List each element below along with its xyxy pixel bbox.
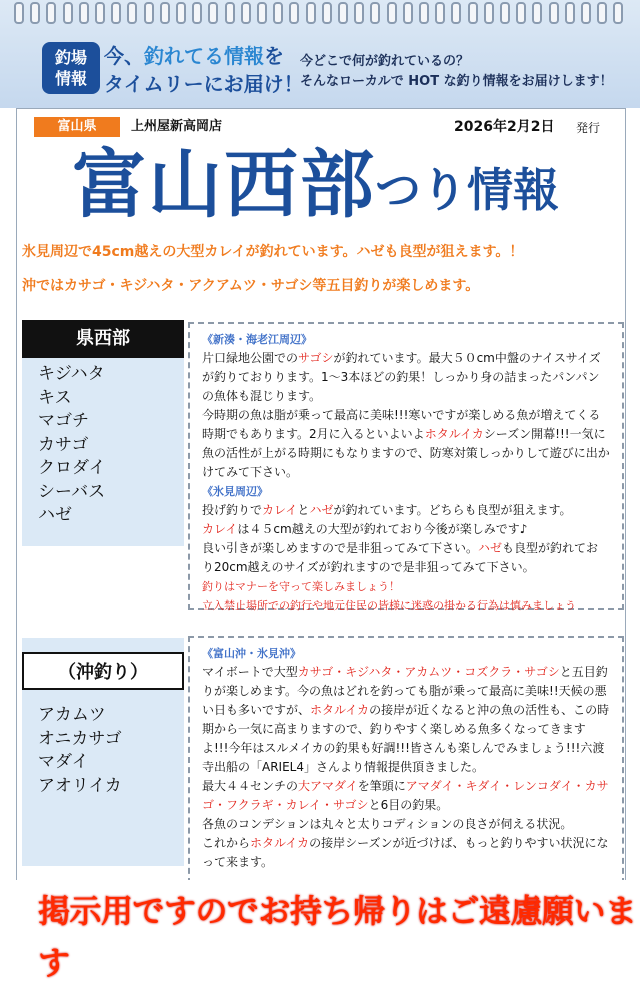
binder-ring [241, 2, 251, 24]
list-item: アオリイカ [38, 775, 122, 796]
binder-ring [565, 2, 575, 24]
text-run: 最大４４センチの [202, 779, 299, 793]
fish-highlight: カレイ [202, 522, 238, 536]
issue-date: 2026年2月2日 [454, 119, 555, 135]
binder-ring [338, 2, 348, 24]
fish-highlight: カレイ [262, 503, 298, 517]
fish-highlight: ホタルイカ [424, 427, 484, 441]
binder-ring [95, 2, 105, 24]
report-paragraph [202, 349, 610, 406]
issued-label: 発行 [576, 121, 601, 135]
binder-ring [111, 2, 121, 24]
binder-ring [257, 2, 267, 24]
headline-2: 沖ではカサゴ・キジハタ・アクアムツ・サゴシ等五目釣りが楽しめます。 [22, 278, 480, 294]
list-item: シーバス [38, 481, 106, 502]
binder-ring [581, 2, 591, 24]
binder-ring [435, 2, 445, 24]
binder-ring [289, 2, 299, 24]
binder-ring [451, 2, 461, 24]
binder-rings [14, 0, 634, 22]
text-run: の接岸が近くなると沖の魚の活性も、この時期から一気に高まりますので、釣りやすく楽しめる魚多くなってきますよ!!!今年はスルメイカの釣果も好調!!!皆さんも楽しんでみましょう!!!六渡寺出船の「ARIEL4」さんより情報提供頂きました。 [202, 703, 610, 774]
badge-line2: 情報 [54, 69, 87, 88]
binder-ring [225, 2, 235, 24]
binder-ring [208, 2, 218, 24]
binder-ring [176, 2, 186, 24]
tagline-suffix: を [264, 44, 284, 68]
area-heading: 《富山沖・氷見沖》 [202, 647, 301, 660]
tagline-line2: タイムリーにお届け！ [104, 72, 304, 96]
text-run: が釣れています。どちらも良型が狙えます。 [333, 503, 572, 517]
fish-highlight: サゴシ [298, 351, 334, 365]
report-paragraph: 各魚のコンデションは丸々と太りコディションの良さが伺える状況。 [202, 817, 573, 831]
report-paragraph [202, 501, 610, 520]
west-fish-list [38, 363, 106, 528]
fish-highlight: 大アマダイ [298, 779, 358, 793]
list-item: キス [38, 387, 72, 408]
binder-ring [549, 2, 559, 24]
text-run: シーズン開幕!!!一気に魚の活性が上がる時期にもなりますので、防寒対策しっかりして遊びに出かけてみて下さい。 [202, 427, 610, 479]
text-run: 投げ釣りで [202, 503, 263, 517]
text-run: を筆頭に [357, 779, 406, 793]
fish-highlight: アマダイ・キダイ・レンコダイ・カサゴ・フクラギ・カレイ・サゴシ [202, 779, 609, 812]
binder-ring [597, 2, 607, 24]
fish-highlight: ホタルイカ [250, 836, 310, 850]
list-item: クロダイ [38, 458, 106, 478]
binder-ring [160, 2, 170, 24]
binder-ring [306, 2, 316, 24]
tagline-line1 [104, 42, 304, 70]
text-run: の接岸シーズンが近づけば、もっと釣りやすい状況になって来ます。 [202, 836, 609, 869]
intro-line1: 今どこで何が釣れているの？ [300, 54, 470, 69]
tagline-prefix: 今、 [104, 44, 144, 68]
text-run: と五目釣りが楽しめます。今の魚はどれを釣っても脂が乗って最高に美味!!天候の悪い日も多いですが、 [202, 665, 608, 717]
binder-ring [144, 2, 154, 24]
area-heading: 《氷見周辺》 [202, 485, 268, 498]
report-paragraph [202, 520, 610, 539]
binder-ring [613, 2, 623, 24]
binder-ring [30, 2, 40, 24]
tagline-highlight: 釣れてる情報 [144, 44, 264, 68]
text-run: と [297, 503, 310, 517]
report-panel-west [188, 322, 624, 610]
text-run: これから [202, 836, 251, 850]
fish-highlight: ハゼ [478, 541, 503, 555]
fish-highlight: ハゼ [309, 503, 334, 517]
binder-ring [484, 2, 494, 24]
text-run: 今時期の魚は脂が乗って最高に美味!!!寒いですが楽しめる魚が増えてくる時期でもあります。2月に入るといよいよ [202, 408, 601, 441]
text-run: マイボートで大型 [202, 665, 298, 679]
page-subtitle: つり情報 [375, 163, 559, 217]
binder-ring [500, 2, 510, 24]
offshore-fish-list [38, 704, 122, 798]
binder-ring [468, 2, 478, 24]
offshore-section-heading: （沖釣り） [22, 652, 184, 690]
fish-highlight: ホタルイカ [310, 703, 370, 717]
report-paragraph [202, 663, 610, 777]
binder-ring [273, 2, 283, 24]
west-section-heading: 県西部 [22, 320, 184, 358]
binder-ring [370, 2, 380, 24]
binder-ring [63, 2, 73, 24]
binder-ring [403, 2, 413, 24]
intro-text [300, 52, 613, 92]
list-item: カサゴ [38, 434, 89, 455]
binder-ring [354, 2, 364, 24]
binder-ring [192, 2, 202, 24]
report-panel-offshore [188, 636, 624, 884]
text-run: が釣れています。最大５０cm中盤のナイスサイズが釣りておりります。1～3本ほどの釣果！しっかり身の詰まったパンパンの魚体も混じります。 [202, 351, 601, 403]
report-paragraph [202, 777, 610, 815]
badge-line1: 釣場 [54, 48, 87, 67]
list-item: ハゼ [38, 505, 72, 525]
text-run: も良型が釣れており20cm越えのサイズが釣れますので是非狙ってみて下さい。 [202, 541, 599, 574]
info-badge [42, 42, 100, 94]
area-heading: 《新湊・海老江周辺》 [202, 333, 312, 346]
text-run: 片口緑地公園での [202, 351, 299, 365]
restricted-area-note: 立入禁止場所での釣行や地元住民の皆様に迷惑の掛かる行為は慎みましょう [202, 599, 576, 612]
binder-ring [419, 2, 429, 24]
report-paragraph [202, 834, 610, 872]
report-paragraph [202, 406, 610, 482]
list-item: オニカサゴ [38, 728, 122, 749]
binder-ring [14, 2, 24, 24]
binder-ring [46, 2, 56, 24]
prefecture-tag: 富山県 [34, 117, 120, 137]
list-item: アカムツ [38, 705, 106, 725]
binder-ring [387, 2, 397, 24]
binder-ring [322, 2, 332, 24]
text-run: 良い引きが楽しめますので是非狙ってみて下さい。 [202, 541, 479, 555]
fish-highlight: カサゴ・キジハタ・アカムツ・コズクラ・サゴシ [297, 665, 560, 679]
manners-note: 釣りはマナーを守って楽しみましょう！ [202, 580, 400, 593]
binder-ring [79, 2, 89, 24]
binder-ring [516, 2, 526, 24]
list-item: マゴチ [38, 411, 89, 431]
footer-notice: 掲示用ですのでお持ち帰りはご遠慮願います [38, 892, 637, 982]
binder-ring [127, 2, 137, 24]
text-run: と6目の釣果。 [368, 798, 449, 812]
text-run: は４５cm越えの大型が釣れており今後が楽しみです♪ [237, 522, 528, 536]
headline-1: 氷見周辺で45cm越えの大型カレイが釣れています。ハゼも良型が狙えます。！ [22, 244, 524, 260]
tagline [104, 42, 304, 98]
intro-line2: そんなローカルで HOT な釣り情報をお届けします！ [300, 74, 613, 89]
store-name: 上州屋新高岡店 [131, 119, 223, 134]
list-item: キジハタ [38, 364, 105, 384]
binder-ring [532, 2, 542, 24]
list-item: マダイ [38, 752, 89, 772]
report-paragraph [202, 539, 610, 577]
page-title: 富山西部 [72, 142, 376, 228]
